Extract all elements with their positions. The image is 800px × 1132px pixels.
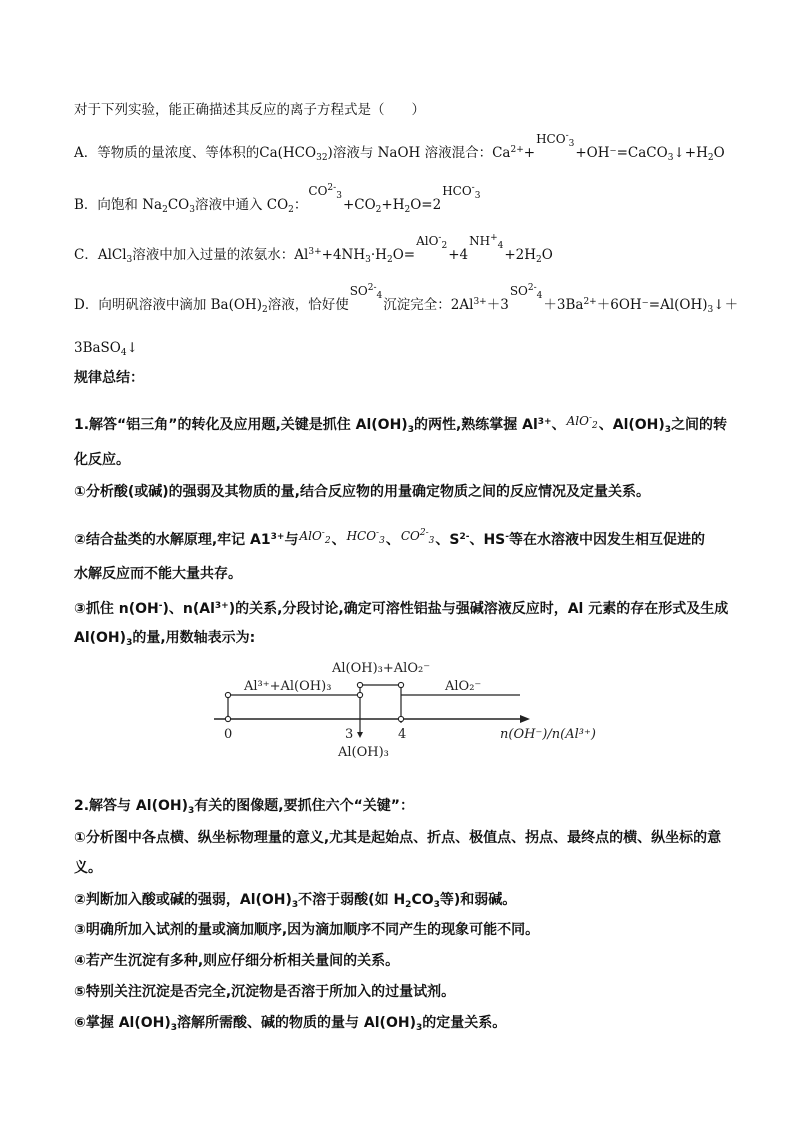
summary-item-3-continued: $Al(OH)_3$的量,用数轴表示为: [74,630,256,648]
point-marker [225,692,230,697]
option-b: B．向饱和 $Na_2CO_3$溶液中通入 $CO_2$：$CO^{2-}_3+CO_2+H_2O=2HCO^-_3$ [74,192,481,220]
option-c: C．AlCl$_3$溶液中加入过量的浓氨水：$Al^{3+}+4NH_3\cdot H_2O=AlO^-_2+4NH^+_4+2H_2O$ [74,242,553,270]
ion-hco3: $HCO^-_3$ [346,528,385,546]
segment-3-label: AlO₂⁻ [445,679,482,694]
tick-label-4: 4 [398,727,407,742]
number-line-diagram [200,650,620,762]
tick-label-0: 0 [224,727,233,742]
summary-item-1: ①分析酸(或碱)的强弱及其物质的量,结合反应物的用量确定物质之间的反应情况及定量关系。 [74,484,650,500]
key-point-6: ⑥掌握 $Al(OH)_3$溶解所需酸、碱的物质的量与 $Al(OH)_3$的定量关系。 [74,1015,507,1033]
option-a: A．等物质的量浓度、等体积的$Ca(HCO_{32})$溶液与 NaOH 溶液混合：$Ca^{2+}+HCO^-_3+OH^-=CaCO_3↓+H_2O$ [74,140,725,168]
question-stem: 对于下列实验，能正确描述其反应的离子方程式是（ ） [74,102,425,118]
key-point-1: ①分析图中各点横、纵坐标物理量的意义,尤其是起始点、折点、极值点、拐点、最终点的横、纵坐标的意 [74,830,722,846]
point-marker [398,682,403,687]
summary-item-2: ②结合盐类的水解原理,牢记 $A1^{3+}$与AlO-$_2$、$HCO^-_3$、$CO^{2-}_3$、$S^{2-}$、HS-等在水溶液中因发生相互促进的 [74,527,705,555]
ion-co3: $CO^{2-}_3$ [308,183,342,201]
point-marker [225,716,230,721]
segment-2-label: Al(OH)₃+AlO₂⁻ [332,661,431,676]
key-point-2: ②判断加入酸或碱的强弱，$Al(OH)_3$不溶于弱酸(如 $H_2CO_3$等)和弱碱。 [74,892,517,910]
ion-so4: $SO^{2-}_4$ [349,283,383,301]
precipitate-label: Al(OH)₃ [338,745,389,760]
ion-nh4: $NH^+_4$ [469,233,504,251]
axis-arrow [520,715,530,723]
point-marker [398,716,403,721]
summary-item-3: ③抓住 n(OH-)、$n(Al^{3+})$的关系,分段讨论,确定可溶性铝盐与强碱溶液反应时，Al 元素的存在形式及生成 [74,601,729,617]
section-2-heading: 2.解答与 $Al(OH)_3$有关的图像题,要抓住六个“关键”： [74,798,414,816]
key-point-5: ⑤特别关注沉淀是否完全,沉淀物是否溶于所加入的过量试剂。 [74,984,456,1000]
key-point-4: ④若产生沉淀有多种,则应仔细分析相关量间的关系。 [74,953,400,969]
ion-hco3: $HCO^-_3$ [536,131,575,149]
ion-alo2: AlO-$_2$ [416,233,448,251]
summary-heading: 规律总结： [74,370,144,386]
summary-item-2-continued: 水解反应而不能大量共存。 [74,566,242,582]
option-d-continued: 3BaSO$_4$↓ [74,340,138,358]
ion-co3: $CO^{2-}_3$ [400,528,435,546]
option-d: D．向明矾溶液中滴加 $Ba(OH)_2$溶液，恰好使$SO^{2-}_4$沉淀完全：$2Al^{3+}+3SO^{2-}_4+3Ba^{2+}+6OH^-=Al(OH)_3↓+$ [74,292,738,320]
tick-label-3: 3 [345,727,354,742]
point-marker [357,692,362,697]
summary-point-1: 1.解答“铝三角”的转化及应用题,关键是抓住 $Al(OH)_3$的两性,熟练掌握 $Al^{3+}$、AlO-$_2$、$Al(OH)_3$之间的转 [74,412,727,440]
ion-hco3: $HCO^-_3$ [442,183,481,201]
summary-point-1-continued: 化反应。 [74,452,130,468]
precipitate-arrowhead [357,732,363,738]
key-point-1-continued: 义。 [74,860,102,876]
point-marker [357,682,362,687]
ion-so4: $SO^{2-}_4$ [509,283,543,301]
key-point-3: ③明确所加入试剂的量或滴加顺序,因为滴加顺序不同产生的现象可能不同。 [74,922,540,938]
ion-alo2: AlO-$_2$ [566,413,598,431]
ion-alo2: AlO-$_2$ [299,528,331,546]
segment-1-label: Al³⁺+Al(OH)₃ [244,679,332,694]
axis-label: n(OH⁻)/n(Al³⁺) [500,727,596,742]
